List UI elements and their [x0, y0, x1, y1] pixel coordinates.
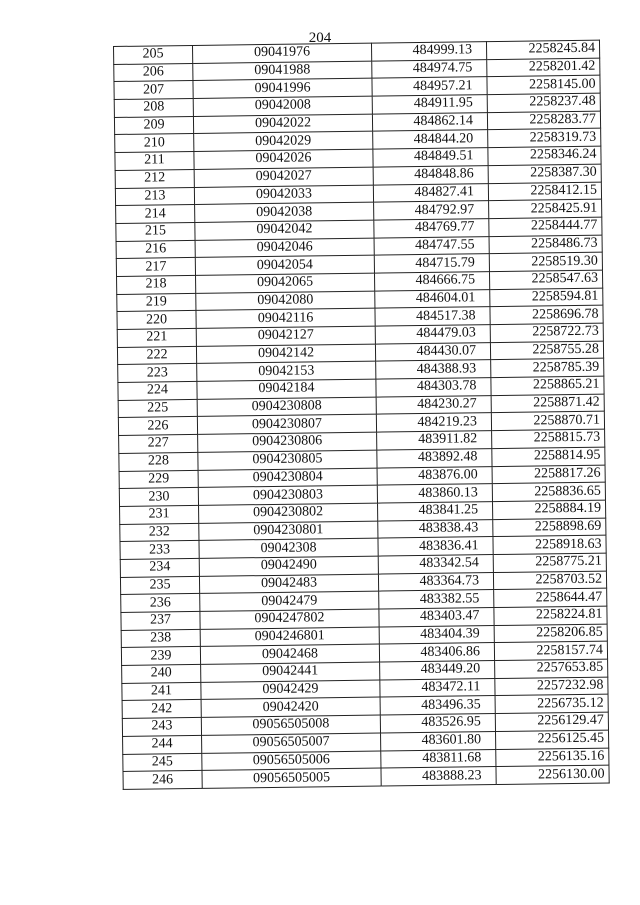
- y-coordinate-cell: 2258644.47: [494, 588, 607, 607]
- x-coordinate-cell: 483404.39: [379, 625, 494, 644]
- point-number-cell: 238: [121, 629, 200, 648]
- y-coordinate-cell: 2258283.77: [487, 111, 600, 130]
- y-coordinate-cell: 2256129.47: [495, 712, 608, 731]
- x-coordinate-cell: 484844.20: [373, 130, 488, 149]
- point-number-cell: 218: [117, 275, 196, 294]
- point-id-cell: 09042042: [195, 220, 374, 240]
- x-coordinate-cell: 484303.78: [376, 378, 491, 397]
- y-coordinate-cell: 2258817.26: [492, 465, 605, 484]
- x-coordinate-cell: 483342.54: [378, 555, 493, 574]
- point-id-cell: 09042027: [194, 167, 373, 187]
- point-number-cell: 229: [119, 470, 198, 489]
- x-coordinate-cell: 483841.25: [378, 501, 493, 520]
- y-coordinate-cell: 2258594.81: [490, 288, 603, 307]
- y-coordinate-cell: 2258145.00: [487, 76, 600, 95]
- x-coordinate-cell: 483496.35: [380, 696, 495, 715]
- y-coordinate-cell: 2256135.16: [496, 748, 609, 767]
- x-coordinate-cell: 483472.11: [380, 678, 495, 697]
- point-id-cell: 09042029: [194, 132, 373, 152]
- x-coordinate-cell: 483364.73: [378, 572, 493, 591]
- y-coordinate-cell: 2256125.45: [496, 730, 609, 749]
- y-coordinate-cell: 2258775.21: [493, 553, 606, 572]
- point-number-cell: 232: [120, 523, 199, 542]
- point-number-cell: 224: [118, 381, 197, 400]
- point-id-cell: 0904230807: [197, 415, 376, 435]
- point-id-cell: 09056505006: [202, 751, 381, 771]
- y-coordinate-cell: 2258871.42: [491, 394, 604, 413]
- y-coordinate-cell: 2258696.78: [490, 305, 603, 324]
- point-number-cell: 215: [116, 222, 195, 241]
- y-coordinate-cell: 2258346.24: [488, 146, 601, 165]
- point-number-cell: 223: [118, 364, 197, 383]
- x-coordinate-cell: 484862.14: [372, 112, 487, 131]
- point-number-cell: 239: [121, 647, 200, 666]
- x-coordinate-cell: 484827.41: [373, 183, 488, 202]
- point-id-cell: 09056505007: [202, 733, 381, 753]
- y-coordinate-cell: 2258865.21: [491, 376, 604, 395]
- point-number-cell: 243: [122, 718, 201, 737]
- point-id-cell: 09041976: [192, 43, 371, 63]
- point-number-cell: 241: [122, 682, 201, 701]
- point-number-cell: 208: [114, 99, 193, 118]
- point-number-cell: 210: [115, 134, 194, 153]
- x-coordinate-cell: 483888.23: [381, 767, 496, 786]
- point-id-cell: 09042483: [199, 574, 378, 594]
- x-coordinate-cell: 484479.03: [375, 325, 490, 344]
- point-number-cell: 228: [119, 452, 198, 471]
- point-number-cell: 207: [114, 81, 193, 100]
- point-number-cell: 245: [123, 753, 202, 772]
- point-id-cell: 09042184: [197, 379, 376, 399]
- y-coordinate-cell: 2258412.15: [488, 182, 601, 201]
- point-id-cell: 09056505005: [202, 768, 381, 788]
- point-number-cell: 219: [117, 293, 196, 312]
- point-number-cell: 220: [117, 311, 196, 330]
- table-body: [114, 40, 610, 789]
- point-number-cell: 209: [114, 116, 193, 135]
- point-number-cell: 227: [119, 435, 198, 454]
- point-id-cell: 09042022: [193, 114, 372, 134]
- y-coordinate-cell: 2256130.00: [496, 765, 609, 784]
- y-coordinate-cell: 2258201.42: [487, 58, 600, 77]
- x-coordinate-cell: 484957.21: [372, 77, 487, 96]
- point-number-cell: 246: [123, 771, 202, 790]
- x-coordinate-cell: 483892.48: [377, 448, 492, 467]
- x-coordinate-cell: 483836.41: [378, 537, 493, 556]
- y-coordinate-cell: 2258884.19: [492, 500, 605, 519]
- x-coordinate-cell: 484604.01: [375, 289, 490, 308]
- point-id-cell: 09042046: [195, 238, 374, 258]
- point-number-cell: 237: [121, 611, 200, 630]
- coordinates-table: [113, 40, 610, 790]
- point-id-cell: 0904246801: [200, 627, 379, 647]
- y-coordinate-cell: 2257232.98: [495, 677, 608, 696]
- x-coordinate-cell: 484430.07: [375, 342, 490, 361]
- page-number: 204: [308, 30, 332, 46]
- x-coordinate-cell: 484849.51: [373, 148, 488, 167]
- x-coordinate-cell: 483601.80: [381, 731, 496, 750]
- y-coordinate-cell: 2258237.48: [487, 93, 600, 112]
- x-coordinate-cell: 483526.95: [380, 714, 495, 733]
- y-coordinate-cell: 2258519.30: [489, 252, 602, 271]
- x-coordinate-cell: 484848.86: [373, 165, 488, 184]
- x-coordinate-cell: 483860.13: [377, 484, 492, 503]
- point-number-cell: 213: [115, 187, 194, 206]
- point-id-cell: 09042153: [197, 361, 376, 381]
- point-id-cell: 09042116: [196, 308, 375, 328]
- point-id-cell: 09042441: [201, 662, 380, 682]
- point-number-cell: 221: [117, 328, 196, 347]
- y-coordinate-cell: 2258918.63: [493, 535, 606, 554]
- y-coordinate-cell: 2258814.95: [492, 447, 605, 466]
- x-coordinate-cell: 483876.00: [377, 466, 492, 485]
- point-number-cell: 222: [117, 346, 196, 365]
- x-coordinate-cell: 484715.79: [374, 254, 489, 273]
- y-coordinate-cell: 2257653.85: [495, 659, 608, 678]
- point-id-cell: 09042038: [195, 202, 374, 222]
- x-coordinate-cell: 484747.55: [374, 236, 489, 255]
- x-coordinate-cell: 484769.77: [374, 218, 489, 237]
- y-coordinate-cell: 2258836.65: [492, 482, 605, 501]
- point-id-cell: 09042142: [196, 344, 375, 364]
- x-coordinate-cell: 484388.93: [376, 360, 491, 379]
- point-id-cell: 0904230804: [198, 468, 377, 488]
- x-coordinate-cell: 484911.95: [372, 95, 487, 114]
- point-number-cell: 233: [120, 541, 199, 560]
- point-number-cell: 216: [116, 240, 195, 259]
- y-coordinate-cell: 2258157.74: [494, 641, 607, 660]
- point-number-cell: 244: [123, 735, 202, 754]
- point-number-cell: 206: [114, 63, 193, 82]
- y-coordinate-cell: 2258547.63: [489, 270, 602, 289]
- point-number-cell: 234: [120, 558, 199, 577]
- point-number-cell: 225: [118, 399, 197, 418]
- x-coordinate-cell: 484230.27: [376, 395, 491, 414]
- x-coordinate-cell: 483403.47: [379, 608, 494, 627]
- y-coordinate-cell: 2258319.73: [488, 129, 601, 148]
- point-number-cell: 236: [121, 594, 200, 613]
- point-id-cell: 09042429: [201, 680, 380, 700]
- x-coordinate-cell: 484999.13: [371, 42, 486, 61]
- x-coordinate-cell: 484974.75: [372, 59, 487, 78]
- y-coordinate-cell: 2258722.73: [490, 323, 603, 342]
- point-id-cell: 0904230805: [198, 450, 377, 470]
- x-coordinate-cell: 484792.97: [374, 201, 489, 220]
- point-id-cell: 0904230801: [199, 521, 378, 541]
- point-number-cell: 217: [116, 258, 195, 277]
- y-coordinate-cell: 2258224.81: [494, 606, 607, 625]
- point-id-cell: 0904230802: [199, 503, 378, 523]
- y-coordinate-cell: 2258206.85: [494, 624, 607, 643]
- point-id-cell: 09042065: [196, 273, 375, 293]
- point-id-cell: 0904230808: [197, 397, 376, 417]
- point-number-cell: 231: [120, 505, 199, 524]
- x-coordinate-cell: 484666.75: [374, 272, 489, 291]
- point-id-cell: 09042127: [196, 326, 375, 346]
- point-number-cell: 242: [122, 700, 201, 719]
- y-coordinate-cell: 2258870.71: [491, 412, 604, 431]
- y-coordinate-cell: 2258425.91: [489, 199, 602, 218]
- x-coordinate-cell: 483838.43: [378, 519, 493, 538]
- point-id-cell: 09042479: [200, 591, 379, 611]
- point-id-cell: 09041996: [193, 78, 372, 98]
- x-coordinate-cell: 483449.20: [380, 661, 495, 680]
- point-number-cell: 212: [115, 169, 194, 188]
- y-coordinate-cell: 2258444.77: [489, 217, 602, 236]
- point-number-cell: 235: [120, 576, 199, 595]
- point-id-cell: 09042033: [194, 185, 373, 205]
- x-coordinate-cell: 483406.86: [379, 643, 494, 662]
- point-number-cell: 240: [122, 664, 201, 683]
- y-coordinate-cell: 2258815.73: [492, 429, 605, 448]
- x-coordinate-cell: 483382.55: [379, 590, 494, 609]
- y-coordinate-cell: 2258486.73: [489, 235, 602, 254]
- y-coordinate-cell: 2258703.52: [493, 571, 606, 590]
- point-number-cell: 230: [119, 488, 198, 507]
- x-coordinate-cell: 484517.38: [375, 307, 490, 326]
- y-coordinate-cell: 2258387.30: [488, 164, 601, 183]
- point-id-cell: 09042490: [199, 556, 378, 576]
- point-number-cell: 211: [115, 152, 194, 171]
- point-number-cell: 226: [118, 417, 197, 436]
- point-id-cell: 0904230806: [198, 432, 377, 452]
- point-id-cell: 09042308: [199, 538, 378, 558]
- point-id-cell: 09042054: [195, 255, 374, 275]
- point-id-cell: 09042026: [194, 149, 373, 169]
- y-coordinate-cell: 2258898.69: [493, 518, 606, 537]
- y-coordinate-cell: 2258245.84: [486, 40, 599, 59]
- y-coordinate-cell: 2258785.39: [491, 358, 604, 377]
- x-coordinate-cell: 483911.82: [377, 431, 492, 450]
- y-coordinate-cell: 2258755.28: [490, 341, 603, 360]
- x-coordinate-cell: 483811.68: [381, 749, 496, 768]
- point-number-cell: 205: [114, 45, 193, 64]
- point-id-cell: 09042468: [200, 644, 379, 664]
- coordinates-table-wrapper: [113, 40, 610, 790]
- x-coordinate-cell: 484219.23: [376, 413, 491, 432]
- y-coordinate-cell: 2256735.12: [495, 695, 608, 714]
- point-id-cell: 0904247802: [200, 609, 379, 629]
- point-id-cell: 09042420: [201, 697, 380, 717]
- point-id-cell: 09056505008: [201, 715, 380, 735]
- point-id-cell: 09041988: [193, 61, 372, 81]
- point-number-cell: 214: [116, 205, 195, 224]
- point-id-cell: 09042080: [196, 291, 375, 311]
- point-id-cell: 0904230803: [198, 485, 377, 505]
- point-id-cell: 09042008: [193, 96, 372, 116]
